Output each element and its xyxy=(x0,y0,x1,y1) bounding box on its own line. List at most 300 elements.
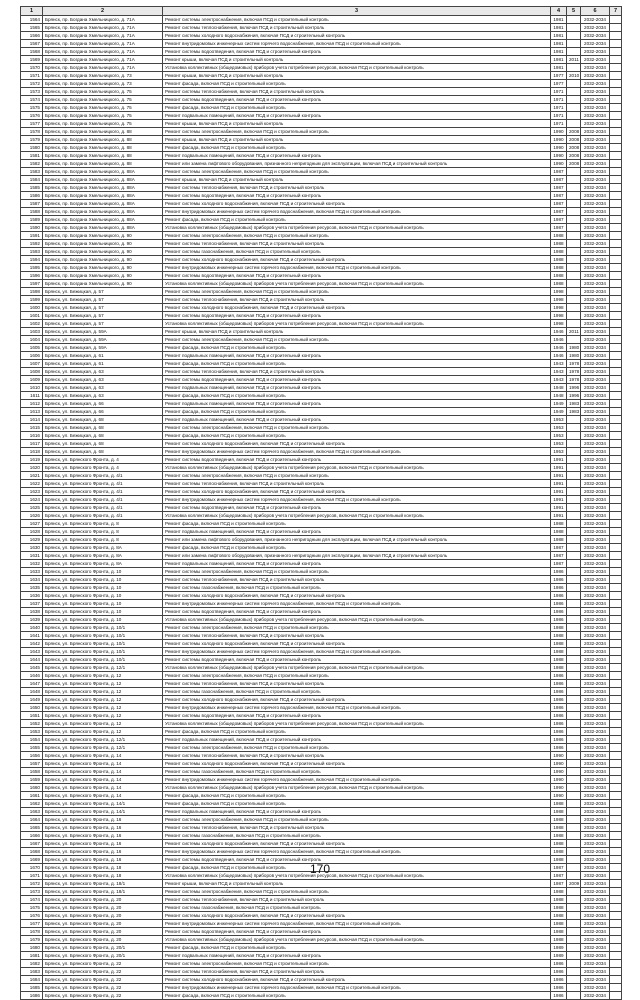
row-number: 1582 xyxy=(21,160,43,168)
build-year-cell: 1990 xyxy=(551,160,567,168)
build-year-cell: 1987 xyxy=(551,560,567,568)
work-type-cell: Ремонт фасада, включая ПСД и строительный контроль xyxy=(163,216,551,224)
row-number: 1580 xyxy=(21,144,43,152)
row-number: 1671 xyxy=(21,872,43,880)
note-cell xyxy=(610,632,622,640)
table-row xyxy=(21,960,622,968)
build-year-cell: 1943 xyxy=(551,360,567,368)
row-number: 1587 xyxy=(21,200,43,208)
address-cell: Брянск, ул. Бежицкая, д. 61 xyxy=(43,352,163,360)
build-year-cell: 1988 xyxy=(551,240,567,248)
note-cell xyxy=(610,112,622,120)
table-row xyxy=(21,800,622,808)
table-row xyxy=(21,840,622,848)
note-cell xyxy=(610,784,622,792)
row-number: 1598 xyxy=(21,288,43,296)
address-cell: Брянск, ул. Брянского Фронта, д. 12/1 xyxy=(43,744,163,752)
row-number: 1680 xyxy=(21,944,43,952)
table-row xyxy=(21,768,622,776)
last-repair-year-cell xyxy=(567,696,581,704)
table-row xyxy=(21,352,622,360)
build-year-cell: 1987 xyxy=(551,192,567,200)
note-cell xyxy=(610,448,622,456)
note-cell xyxy=(610,776,622,784)
last-repair-year-cell xyxy=(567,264,581,272)
planned-period-cell: 2032-2034 xyxy=(581,712,610,720)
table-row xyxy=(21,344,622,352)
row-number: 1662 xyxy=(21,800,43,808)
last-repair-year-cell xyxy=(567,928,581,936)
planned-period-cell: 2032-2034 xyxy=(581,944,610,952)
address-cell: Брянск, ул. Брянского Фронта, д. 16 xyxy=(43,816,163,824)
planned-period-cell: 2032-2034 xyxy=(581,16,610,24)
last-repair-year-cell xyxy=(567,936,581,944)
row-number: 1571 xyxy=(21,72,43,80)
build-year-cell: 1988 xyxy=(551,856,567,864)
address-cell: Брянск, пр. Богдана Хмельницкого, д. 71А xyxy=(43,32,163,40)
work-type-cell: Ремонт крыши, включая ПСД и строительный контроль xyxy=(163,328,551,336)
address-cell: Брянск, ул. Брянского Фронта, д. 10 xyxy=(43,584,163,592)
address-cell: Брянск, ул. Брянского Фронта, д. 4 xyxy=(43,456,163,464)
planned-period-cell: 2032-2034 xyxy=(581,200,610,208)
note-cell xyxy=(610,944,622,952)
work-type-cell: Ремонт фасада, включая ПСД и строительный контроль xyxy=(163,104,551,112)
planned-period-cell: 2032-2034 xyxy=(581,464,610,472)
row-number: 1669 xyxy=(21,856,43,864)
build-year-cell: 1949 xyxy=(551,400,567,408)
build-year-cell: 1998 xyxy=(551,304,567,312)
build-year-cell: 1991 xyxy=(551,472,567,480)
note-cell xyxy=(610,360,622,368)
build-year-cell: 1986 xyxy=(551,592,567,600)
planned-period-cell: 2032-2034 xyxy=(581,344,610,352)
note-cell xyxy=(610,760,622,768)
build-year-cell: 1977 xyxy=(551,72,567,80)
note-cell xyxy=(610,200,622,208)
build-year-cell: 1971 xyxy=(551,104,567,112)
address-cell: Брянск, ул. Брянского Фронта, д. 22 xyxy=(43,968,163,976)
note-cell xyxy=(610,888,622,896)
note-cell xyxy=(610,560,622,568)
note-cell xyxy=(610,208,622,216)
last-repair-year-cell: 1983 xyxy=(567,400,581,408)
note-cell xyxy=(610,104,622,112)
planned-period-cell: 2032-2034 xyxy=(581,368,610,376)
planned-period-cell: 2032-2034 xyxy=(581,664,610,672)
build-year-cell: 1981 xyxy=(551,64,567,72)
work-type-cell: Ремонт системы водоотведения, включая ПСД и строительный контроль xyxy=(163,928,551,936)
table-row xyxy=(21,896,622,904)
address-cell: Брянск, ул. Брянского Фронта, д. 10 xyxy=(43,608,163,616)
address-cell: Брянск, пр. Богдана Хмельницкого, д. 88 xyxy=(43,136,163,144)
planned-period-cell: 2032-2034 xyxy=(581,552,610,560)
work-type-cell: Ремонт фасада, включая ПСД и строительный контроль xyxy=(163,344,551,352)
row-number: 1626 xyxy=(21,512,43,520)
work-type-cell: Ремонт системы водоотведения, включая ПСД и строительный контроль xyxy=(163,456,551,464)
address-cell: Брянск, пр. Богдана Хмельницкого, д. 90 xyxy=(43,256,163,264)
work-type-cell: Ремонт системы теплоснабжения, включая ПСД и строительный контроль xyxy=(163,184,551,192)
build-year-cell: 1946 xyxy=(551,328,567,336)
address-cell: Брянск, ул. Брянского Фронта, д. 18 xyxy=(43,864,163,872)
last-repair-year-cell xyxy=(567,88,581,96)
work-type-cell: Ремонт внутридомовых инженерных систем горячего водоснабжения, включая ПСД и строительный контроль xyxy=(163,648,551,656)
build-year-cell: 1986 xyxy=(551,720,567,728)
build-year-cell: 1986 xyxy=(551,576,567,584)
note-cell xyxy=(610,168,622,176)
address-cell: Брянск, ул. Брянского Фронта, д. 12 xyxy=(43,704,163,712)
note-cell xyxy=(610,656,622,664)
planned-period-cell: 2032-2034 xyxy=(581,312,610,320)
work-type-cell: Ремонт системы холодного водоснабжения, включая ПСД и строительный контроль xyxy=(163,488,551,496)
work-type-cell: Ремонт системы электроснабжения, включая ПСД и строительный контроль xyxy=(163,424,551,432)
address-cell: Брянск, пр. Богдана Хмельницкого, д. 88А xyxy=(43,208,163,216)
note-cell xyxy=(610,512,622,520)
table-row xyxy=(21,96,622,104)
note-cell xyxy=(610,256,622,264)
row-number: 1628 xyxy=(21,528,43,536)
note-cell xyxy=(610,320,622,328)
address-cell: Брянск, ул. Брянского Фронта, д. 14 xyxy=(43,752,163,760)
last-repair-year-cell xyxy=(567,800,581,808)
row-number: 1665 xyxy=(21,824,43,832)
last-repair-year-cell: 2008 xyxy=(567,136,581,144)
row-number: 1589 xyxy=(21,216,43,224)
build-year-cell: 1986 xyxy=(551,608,567,616)
address-cell: Брянск, пр. Богдана Хмельницкого, д. 88А xyxy=(43,192,163,200)
note-cell xyxy=(610,48,622,56)
work-type-cell: Ремонт системы водоотведения, включая ПСД и строительный контроль xyxy=(163,504,551,512)
address-cell: Брянск, пр. Богдана Хмельницкого, д. 88 xyxy=(43,144,163,152)
planned-period-cell: 2032-2034 xyxy=(581,248,610,256)
work-type-cell: Ремонт системы холодного водоснабжения, включая ПСД и строительный контроль xyxy=(163,840,551,848)
note-cell xyxy=(610,480,622,488)
build-year-cell: 1991 xyxy=(551,480,567,488)
address-cell: Брянск, ул. Брянского Фронта, д. 14/1 xyxy=(43,808,163,816)
build-year-cell: 1987 xyxy=(551,184,567,192)
build-year-cell: 1948 xyxy=(551,384,567,392)
address-cell: Брянск, ул. Брянского Фронта, д. 12 xyxy=(43,672,163,680)
build-year-cell: 1986 xyxy=(551,984,567,992)
note-cell xyxy=(610,56,622,64)
build-year-cell: 1988 xyxy=(551,800,567,808)
last-repair-year-cell xyxy=(567,496,581,504)
work-type-cell: Ремонт внутридомовых инженерных систем горячего водоснабжения, включая ПСД и строительный контроль xyxy=(163,984,551,992)
work-type-cell: Ремонт фасада, включая ПСД и строительный контроль xyxy=(163,992,551,1000)
build-year-cell: 1990 xyxy=(551,768,567,776)
note-cell xyxy=(610,160,622,168)
note-cell xyxy=(610,520,622,528)
table-row xyxy=(21,368,622,376)
table-row xyxy=(21,888,622,896)
table-row xyxy=(21,496,622,504)
planned-period-cell: 2032-2034 xyxy=(581,240,610,248)
work-type-cell: Ремонт системы водоотведения, включая ПСД и строительный контроль xyxy=(163,272,551,280)
note-cell xyxy=(610,984,622,992)
table-row xyxy=(21,224,622,232)
work-type-cell: Установка коллективных (общедомовых) приборов учета потребления ресурсов, включая ПСД и строительный контроль xyxy=(163,664,551,672)
address-cell: Брянск, пр. Богдана Хмельницкого, д. 88А xyxy=(43,224,163,232)
note-cell xyxy=(610,128,622,136)
last-repair-year-cell xyxy=(567,776,581,784)
last-repair-year-cell xyxy=(567,120,581,128)
build-year-cell: 1988 xyxy=(551,280,567,288)
table-row xyxy=(21,416,622,424)
work-type-cell: Ремонт системы теплоснабжения, включая ПСД и строительный контроль xyxy=(163,480,551,488)
row-number: 1602 xyxy=(21,320,43,328)
table-row xyxy=(21,456,622,464)
table-row xyxy=(21,240,622,248)
work-type-cell: Ремонт подвальных помещений, включая ПСД и строительный контроль xyxy=(163,808,551,816)
planned-period-cell: 2032-2034 xyxy=(581,864,610,872)
table-row xyxy=(21,536,622,544)
planned-period-cell: 2032-2034 xyxy=(581,696,610,704)
planned-period-cell: 2032-2034 xyxy=(581,808,610,816)
planned-period-cell: 2032-2034 xyxy=(581,488,610,496)
last-repair-year-cell xyxy=(567,552,581,560)
build-year-cell: 1990 xyxy=(551,144,567,152)
row-number: 1606 xyxy=(21,352,43,360)
planned-period-cell: 2032-2034 xyxy=(581,128,610,136)
work-type-cell: Ремонт системы водоотведения, включая ПСД и строительный контроль xyxy=(163,192,551,200)
table-row xyxy=(21,272,622,280)
planned-period-cell: 2032-2034 xyxy=(581,424,610,432)
last-repair-year-cell xyxy=(567,336,581,344)
note-cell xyxy=(610,752,622,760)
row-number: 1625 xyxy=(21,504,43,512)
address-cell: Брянск, ул. Бежицкая, д. 59А xyxy=(43,344,163,352)
build-year-cell: 1991 xyxy=(551,512,567,520)
row-number: 1573 xyxy=(21,88,43,96)
row-number: 1656 xyxy=(21,752,43,760)
address-cell: Брянск, пр. Богдана Хмельницкого, д. 88А xyxy=(43,176,163,184)
note-cell xyxy=(610,392,622,400)
table-row xyxy=(21,40,622,48)
note-cell xyxy=(610,288,622,296)
last-repair-year-cell xyxy=(567,112,581,120)
last-repair-year-cell: 1980 xyxy=(567,344,581,352)
last-repair-year-cell xyxy=(567,952,581,960)
table-row xyxy=(21,600,622,608)
row-number: 1675 xyxy=(21,904,43,912)
last-repair-year-cell: 1996 xyxy=(567,384,581,392)
planned-period-cell: 2032-2034 xyxy=(581,624,610,632)
address-cell: Брянск, ул. Брянского Фронта, д. 20 xyxy=(43,912,163,920)
row-number: 1644 xyxy=(21,656,43,664)
note-cell xyxy=(610,648,622,656)
build-year-cell: 1953 xyxy=(551,448,567,456)
table-row xyxy=(21,584,622,592)
work-type-cell: Ремонт системы холодного водоснабжения, включая ПСД и строительный контроль xyxy=(163,256,551,264)
planned-period-cell: 2032-2034 xyxy=(581,936,610,944)
row-number: 1621 xyxy=(21,472,43,480)
planned-period-cell: 2032-2034 xyxy=(581,296,610,304)
table-row xyxy=(21,528,622,536)
address-cell: Брянск, пр. Богдана Хмельницкого, д. 90 xyxy=(43,264,163,272)
row-number: 1585 xyxy=(21,184,43,192)
planned-period-cell: 2032-2034 xyxy=(581,280,610,288)
build-year-cell: 1981 xyxy=(551,24,567,32)
build-year-cell: 1949 xyxy=(551,408,567,416)
work-type-cell: Ремонт системы газоснабжения, включая ПСД и строительный контроль xyxy=(163,768,551,776)
planned-period-cell: 2032-2034 xyxy=(581,616,610,624)
address-cell: Брянск, ул. Бежицкая, д. 63 xyxy=(43,392,163,400)
planned-period-cell: 2032-2034 xyxy=(581,56,610,64)
planned-period-cell: 2032-2034 xyxy=(581,896,610,904)
last-repair-year-cell: 2011 xyxy=(567,56,581,64)
last-repair-year-cell xyxy=(567,248,581,256)
row-number: 1677 xyxy=(21,920,43,928)
table-row xyxy=(21,992,622,1000)
planned-period-cell: 2032-2034 xyxy=(581,976,610,984)
last-repair-year-cell: 2008 xyxy=(567,144,581,152)
build-year-cell: 1986 xyxy=(551,712,567,720)
note-cell xyxy=(610,592,622,600)
build-year-cell: 1953 xyxy=(551,432,567,440)
note-cell xyxy=(610,912,622,920)
row-number: 1616 xyxy=(21,432,43,440)
last-repair-year-cell xyxy=(567,256,581,264)
last-repair-year-cell xyxy=(567,424,581,432)
row-number: 1583 xyxy=(21,168,43,176)
work-type-cell: Ремонт системы газоснабжения, включая ПСД и строительный контроль xyxy=(163,584,551,592)
work-type-cell: Ремонт фасада, включая ПСД и строительный контроль xyxy=(163,144,551,152)
note-cell xyxy=(610,176,622,184)
planned-period-cell: 2032-2034 xyxy=(581,520,610,528)
note-cell xyxy=(610,152,622,160)
work-type-cell: Ремонт системы водоотведения, включая ПСД и строительный контроль xyxy=(163,312,551,320)
planned-period-cell: 2032-2034 xyxy=(581,560,610,568)
row-number: 1584 xyxy=(21,176,43,184)
note-cell xyxy=(610,600,622,608)
planned-period-cell: 2032-2034 xyxy=(581,648,610,656)
build-year-cell: 1988 xyxy=(551,232,567,240)
row-number: 1623 xyxy=(21,488,43,496)
last-repair-year-cell xyxy=(567,600,581,608)
address-cell: Брянск, ул. Брянского Фронта, д. 4/1 xyxy=(43,504,163,512)
table-row xyxy=(21,424,622,432)
planned-period-cell: 2032-2034 xyxy=(581,744,610,752)
planned-period-cell: 2032-2034 xyxy=(581,304,610,312)
work-type-cell: Ремонт системы водоотведения, включая ПСД и строительный контроль xyxy=(163,608,551,616)
planned-period-cell: 2032-2034 xyxy=(581,904,610,912)
address-cell: Брянск, ул. Бежицкая, д. 68 xyxy=(43,440,163,448)
planned-period-cell: 2032-2034 xyxy=(581,48,610,56)
note-cell xyxy=(610,736,622,744)
note-cell xyxy=(610,120,622,128)
build-year-cell: 1988 xyxy=(551,912,567,920)
note-cell xyxy=(610,824,622,832)
table-row xyxy=(21,152,622,160)
table-row xyxy=(21,680,622,688)
last-repair-year-cell xyxy=(567,888,581,896)
note-cell xyxy=(610,32,622,40)
address-cell: Брянск, ул. Бежицкая, д. 57 xyxy=(43,296,163,304)
row-number: 1620 xyxy=(21,464,43,472)
planned-period-cell: 2032-2034 xyxy=(581,656,610,664)
row-number: 1643 xyxy=(21,648,43,656)
table-row xyxy=(21,400,622,408)
address-cell: Брянск, ул. Бежицкая, д. 63 xyxy=(43,376,163,384)
page-number: 170 xyxy=(309,862,331,876)
planned-period-cell: 2032-2034 xyxy=(581,136,610,144)
build-year-cell: 1998 xyxy=(551,320,567,328)
row-number: 1647 xyxy=(21,680,43,688)
work-type-cell: Установка коллективных (общедомовых) приборов учета потребления ресурсов, включая ПСД и строительный контроль xyxy=(163,720,551,728)
note-cell xyxy=(610,624,622,632)
row-number: 1610 xyxy=(21,384,43,392)
planned-period-cell: 2032-2034 xyxy=(581,264,610,272)
planned-period-cell: 2032-2034 xyxy=(581,400,610,408)
planned-period-cell: 2032-2034 xyxy=(581,856,610,864)
row-number: 1678 xyxy=(21,928,43,936)
table-row xyxy=(21,384,622,392)
repair-schedule-table xyxy=(20,6,622,1000)
work-type-cell: Ремонт внутридомовых инженерных систем горячего водоснабжения, включая ПСД и строительный контроль xyxy=(163,848,551,856)
address-cell: Брянск, ул. Бежицкая, д. 59А xyxy=(43,336,163,344)
work-type-cell: Ремонт системы холодного водоснабжения, включая ПСД и строительный контроль xyxy=(163,440,551,448)
table-row xyxy=(21,104,622,112)
address-cell: Брянск, ул. Бежицкая, д. 66 xyxy=(43,408,163,416)
address-cell: Брянск, ул. Брянского Фронта, д. 18/1 xyxy=(43,880,163,888)
planned-period-cell: 2032-2034 xyxy=(581,592,610,600)
work-type-cell: Ремонт внутридомовых инженерных систем горячего водоснабжения, включая ПСД и строительный контроль xyxy=(163,920,551,928)
planned-period-cell: 2032-2034 xyxy=(581,72,610,80)
work-type-cell: Ремонт крыши, включая ПСД и строительный контроль xyxy=(163,136,551,144)
note-cell xyxy=(610,216,622,224)
note-cell xyxy=(610,896,622,904)
row-number: 1635 xyxy=(21,584,43,592)
address-cell: Брянск, ул. Брянского Фронта, д. 22 xyxy=(43,976,163,984)
row-number: 1590 xyxy=(21,224,43,232)
address-cell: Брянск, ул. Бежицкая, д. 68 xyxy=(43,416,163,424)
work-type-cell: Ремонт подвальных помещений, включая ПСД и строительный контроль xyxy=(163,736,551,744)
last-repair-year-cell xyxy=(567,592,581,600)
planned-period-cell: 2032-2034 xyxy=(581,848,610,856)
planned-period-cell: 2032-2034 xyxy=(581,192,610,200)
table-row xyxy=(21,920,622,928)
row-number: 1641 xyxy=(21,632,43,640)
build-year-cell: 1988 xyxy=(551,520,567,528)
work-type-cell: Ремонт крыши, включая ПСД и строительный контроль xyxy=(163,120,551,128)
table-row xyxy=(21,560,622,568)
work-type-cell: Ремонт системы электроснабжения, включая ПСД и строительный контроль xyxy=(163,816,551,824)
work-type-cell: Ремонт подвальных помещений, включая ПСД и строительный контроль xyxy=(163,400,551,408)
column-header: 2 xyxy=(43,7,163,16)
last-repair-year-cell xyxy=(567,440,581,448)
work-type-cell: Установка коллективных (общедомовых) приборов учета потребления ресурсов, включая ПСД и строительный контроль xyxy=(163,872,551,880)
note-cell xyxy=(610,960,622,968)
last-repair-year-cell xyxy=(567,656,581,664)
table-row xyxy=(21,120,622,128)
work-type-cell: Ремонт системы теплоснабжения, включая ПСД и строительный контроль xyxy=(163,680,551,688)
work-type-cell: Ремонт системы холодного водоснабжения, включая ПСД и строительный контроль xyxy=(163,912,551,920)
last-repair-year-cell xyxy=(567,744,581,752)
address-cell: Брянск, ул. Бежицкая, д. 63 xyxy=(43,384,163,392)
note-cell xyxy=(610,304,622,312)
address-cell: Брянск, пр. Богдана Хмельницкого, д. 75 xyxy=(43,112,163,120)
address-cell: Брянск, ул. Брянского Фронта, д. 8А xyxy=(43,560,163,568)
build-year-cell: 1986 xyxy=(551,680,567,688)
build-year-cell: 1989 xyxy=(551,944,567,952)
table-row xyxy=(21,440,622,448)
planned-period-cell: 2032-2034 xyxy=(581,512,610,520)
work-type-cell: Ремонт системы газоснабжения, включая ПСД и строительный контроль xyxy=(163,832,551,840)
address-cell: Брянск, ул. Бежицкая, д. 68 xyxy=(43,432,163,440)
planned-period-cell: 2032-2034 xyxy=(581,600,610,608)
work-type-cell: Ремонт подвальных помещений, включая ПСД и строительный контроль xyxy=(163,384,551,392)
address-cell: Брянск, пр. Богдана Хмельницкого, д. 71А xyxy=(43,48,163,56)
note-cell xyxy=(610,16,622,24)
